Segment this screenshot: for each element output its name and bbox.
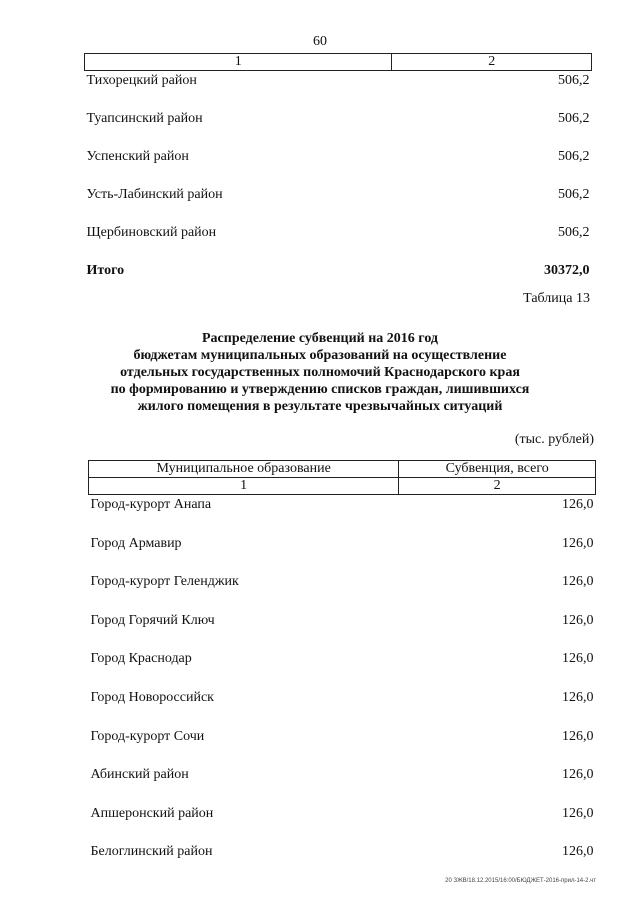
table-row [89, 534, 596, 573]
municipality-name: Город Горячий Ключ [90, 612, 215, 628]
municipality-name: Город Армавир [90, 535, 182, 551]
table-label: Таблица 13 [523, 291, 590, 306]
table-row [89, 804, 596, 843]
column-header-municipality: Муниципальное образование [89, 461, 399, 478]
municipality-name: Щербиновский район [86, 225, 217, 240]
subvention-value: 126,0 [562, 805, 594, 821]
total-row [85, 261, 592, 299]
table-row [85, 71, 592, 110]
column-number: 1 [85, 54, 392, 71]
column-number: 2 [399, 478, 596, 495]
municipality-name: Успенский район [86, 149, 189, 164]
municipality-name: Город-курорт Геленджик [90, 574, 239, 590]
table-row [89, 688, 596, 727]
column-number: 1 [89, 478, 399, 495]
footer-document-code: 20 ЗЖВ/18.12.2015/16:00/БЮДЖЕТ-2016-прил-14-2.чт [445, 878, 596, 884]
column-number: 2 [392, 54, 592, 71]
subvention-value: 126,0 [562, 689, 594, 705]
municipality-name: Город-курорт Сочи [90, 728, 205, 744]
table-row [85, 223, 592, 261]
municipality-name: Город Новороссийск [90, 689, 214, 705]
subvention-value: 126,0 [562, 767, 594, 783]
table-title-line: Распределение субвенций на 2016 год [202, 331, 438, 346]
total-label: Итого [86, 263, 125, 278]
municipality-name: Апшеронский район [90, 805, 214, 821]
table-title [0, 330, 640, 415]
table-title-line: отдельных государственных полномочий Краснодарского края [120, 365, 520, 380]
subvention-value: 506,2 [558, 187, 590, 202]
subvention-value: 126,0 [562, 574, 594, 590]
table-title-line: бюджетам муниципальных образований на осуществление [133, 348, 507, 363]
municipality-name: Усть-Лабинский район [86, 187, 223, 202]
municipality-name: Абинский район [90, 767, 189, 783]
table-row [89, 572, 596, 611]
subvention-value: 126,0 [562, 844, 594, 860]
total-value: 30372,0 [544, 263, 590, 278]
table-row [85, 109, 592, 147]
page-number: 60 [313, 34, 327, 49]
municipality-name: Туапсинский район [86, 111, 203, 126]
table-row [85, 185, 592, 223]
table-header-row [89, 461, 596, 478]
municipality-name: Белоглинский район [90, 844, 213, 860]
table-row [89, 649, 596, 688]
top-table-column-numbers [85, 54, 592, 71]
top-table [84, 53, 592, 299]
subvention-value: 126,0 [562, 612, 594, 628]
table-row [89, 765, 596, 804]
table-row [85, 147, 592, 185]
subvention-value: 126,0 [562, 728, 594, 744]
subvention-value: 506,2 [558, 73, 590, 88]
subvention-value: 126,0 [562, 535, 594, 551]
municipality-name: Тихорецкий район [86, 73, 197, 88]
municipality-name: Город Краснодар [90, 651, 192, 667]
subventions-table [88, 460, 596, 881]
table-title-line: жилого помещения в результате чрезвычайных ситуаций [137, 399, 503, 414]
table-row [89, 727, 596, 766]
subvention-value: 506,2 [558, 149, 590, 164]
subvention-value: 506,2 [558, 111, 590, 126]
table-title-line: по формированию и утверждению списков граждан, лишившихся [110, 382, 530, 397]
units-label: (тыс. рублей) [514, 432, 594, 447]
subvention-value: 506,2 [558, 225, 590, 240]
table-column-numbers [89, 478, 596, 495]
table-row [89, 611, 596, 650]
subvention-value: 126,0 [562, 651, 594, 667]
municipality-name: Город-курорт Анапа [90, 497, 212, 512]
subvention-value: 126,0 [562, 497, 594, 512]
column-header-subvention: Субвенция, всего [399, 461, 596, 478]
table-row [89, 495, 596, 534]
table-row [89, 842, 596, 881]
